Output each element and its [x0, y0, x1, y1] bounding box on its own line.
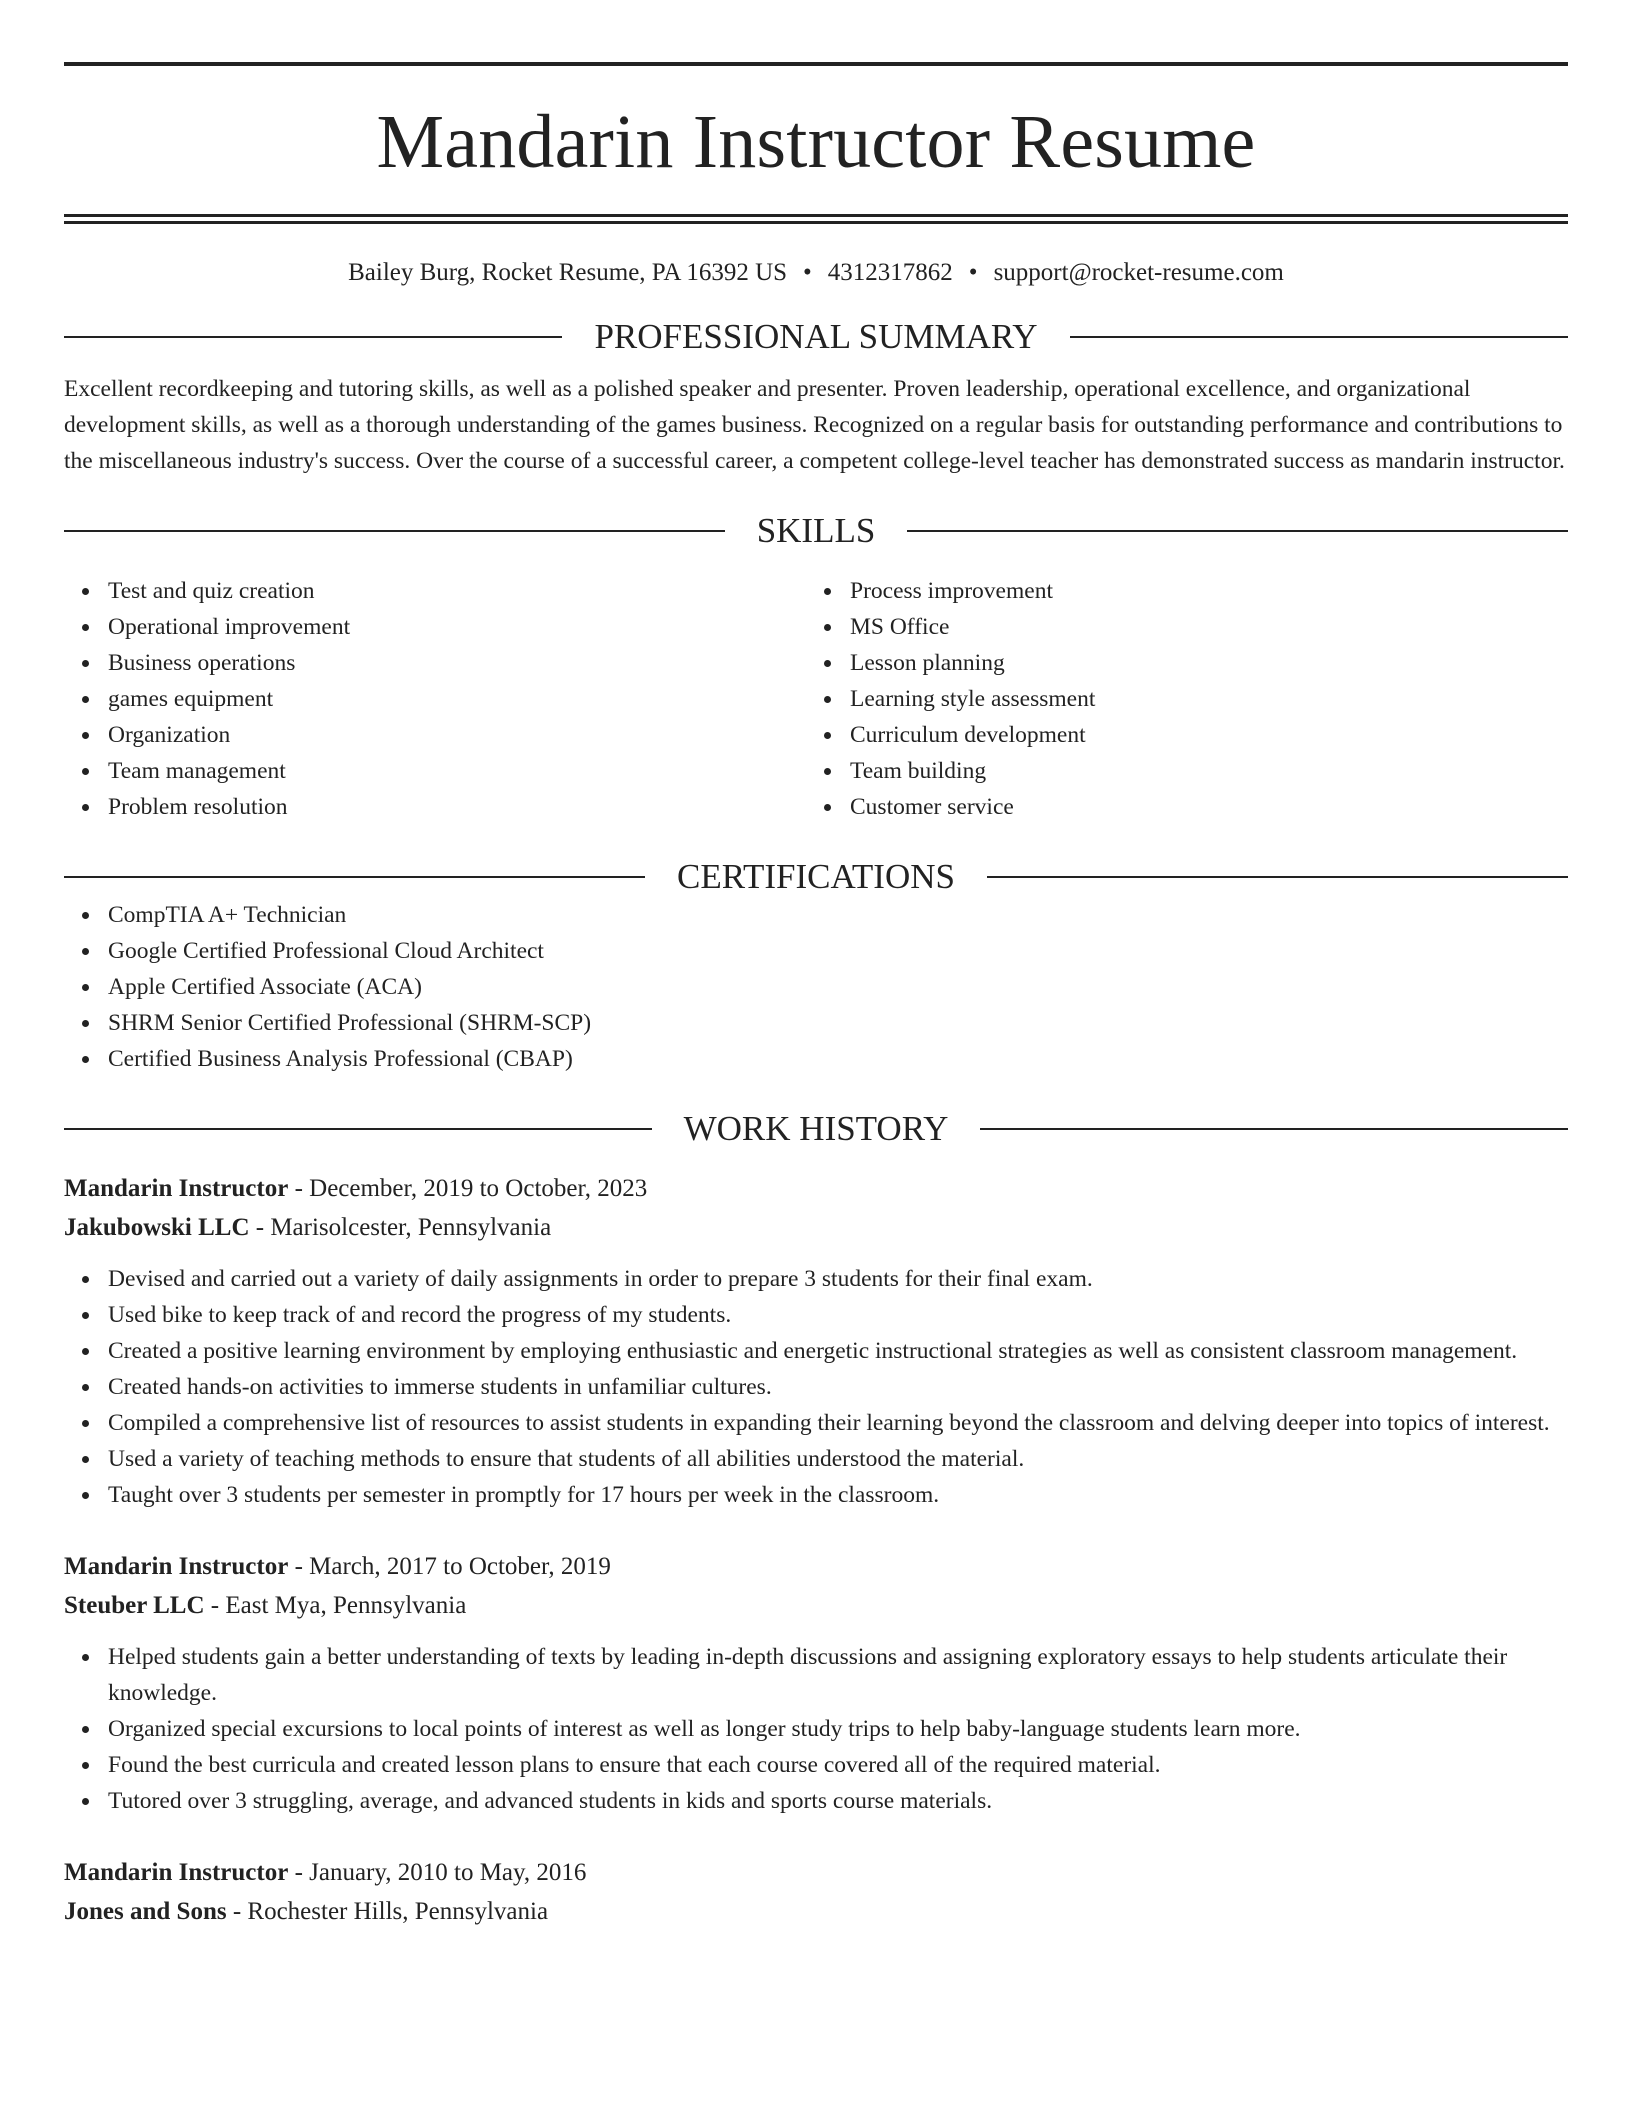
job-entry: [64, 1853, 1568, 1931]
certification-item: Apple Certified Associate (ACA): [64, 969, 1568, 1005]
job-duty-item: Created a positive learning environment by employing enthusiastic and energetic instructional strategies as well as consistent classroom management.: [64, 1333, 1568, 1369]
skill-item: Curriculum development: [806, 717, 1548, 753]
certification-item: Google Certified Professional Cloud Architect: [64, 933, 1568, 969]
skill-item: Learning style assessment: [806, 681, 1548, 717]
section-heading-label: CERTIFICATIONS: [677, 857, 955, 896]
section-heading-work-history: [64, 1109, 1568, 1149]
skill-item: Team building: [806, 753, 1548, 789]
skill-item: Customer service: [806, 789, 1548, 825]
job-company: Jakubowski LLC: [64, 1214, 250, 1241]
contact-email: support@rocket-resume.com: [993, 259, 1284, 286]
job-duty-item: Devised and carried out a variety of daily assignments in order to prepare 3 students for their final exam.: [64, 1261, 1568, 1297]
heading-rule: [64, 530, 725, 532]
job-duty-item: Taught over 3 students per semester in promptly for 17 hours per week in the classroom.: [64, 1477, 1568, 1513]
job-duties-list: [64, 1639, 1568, 1819]
certification-item: SHRM Senior Certified Professional (SHRM-SCP): [64, 1005, 1568, 1041]
job-company-line: [64, 1586, 1568, 1625]
certification-item: CompTIA A+ Technician: [64, 897, 1568, 933]
heading-rule: [987, 876, 1568, 878]
skill-item: MS Office: [806, 609, 1548, 645]
skills-list-left: [64, 573, 806, 825]
job-duty-item: Tutored over 3 struggling, average, and advanced students in kids and sports course materials.: [64, 1783, 1568, 1819]
skill-item: Lesson planning: [806, 645, 1548, 681]
job-title: Mandarin Instructor: [64, 1553, 289, 1580]
contact-separator: •: [803, 259, 812, 286]
certifications-list: [64, 897, 1568, 1077]
skill-item: Organization: [64, 717, 806, 753]
job-company-line: [64, 1208, 1568, 1247]
section-heading-skills: [64, 511, 1568, 551]
job-entry: [64, 1547, 1568, 1819]
skill-item: games equipment: [64, 681, 806, 717]
skill-item: Business operations: [64, 645, 806, 681]
job-duty-item: Created hands-on activities to immerse students in unfamiliar cultures.: [64, 1369, 1568, 1405]
skill-item: Process improvement: [806, 573, 1548, 609]
job-title-line: [64, 1169, 1568, 1208]
certification-item: Certified Business Analysis Professional (CBAP): [64, 1041, 1568, 1077]
heading-rule: [1070, 336, 1568, 338]
job-entry: [64, 1169, 1568, 1513]
section-heading-certifications: [64, 857, 1568, 897]
job-company: Jones and Sons: [64, 1898, 227, 1925]
skill-item: Test and quiz creation: [64, 573, 806, 609]
professional-summary: Excellent recordkeeping and tutoring skills, as well as a polished speaker and presenter. Proven leadership, operational excellence, and organizational development skills, as well as a thorough understanding of the games business. Recognized on a regular basis for outstanding performance and contributions to the miscellaneous industry's success. Over the course of a successful career, a competent college-level teacher has demonstrated success as mandarin instructor.: [64, 376, 1565, 474]
title-double-rule: [64, 214, 1568, 224]
job-title-line: [64, 1547, 1568, 1586]
skill-item: Operational improvement: [64, 609, 806, 645]
heading-rule: [980, 1128, 1568, 1130]
job-duties-list: [64, 1261, 1568, 1513]
skills-columns: [64, 573, 1568, 825]
skill-item: Team management: [64, 753, 806, 789]
job-location: - Marisolcester, Pennsylvania: [249, 1214, 552, 1241]
job-dates: - March, 2017 to October, 2019: [288, 1553, 611, 1580]
job-location: - Rochester Hills, Pennsylvania: [226, 1898, 549, 1925]
job-title: Mandarin Instructor: [64, 1859, 289, 1886]
section-heading-label: WORK HISTORY: [683, 1109, 949, 1148]
skill-item: Problem resolution: [64, 789, 806, 825]
job-title-line: [64, 1853, 1568, 1892]
contact-separator: •: [968, 259, 978, 286]
contact-line: [64, 260, 1568, 285]
job-duty-item: Compiled a comprehensive list of resources to assist students in expanding their learning beyond the classroom and delving deeper into topics of interest.: [64, 1405, 1568, 1441]
job-duty-item: Helped students gain a better understanding of texts by leading in-depth discussions and assigning exploratory essays to help students articulate their knowledge.: [64, 1639, 1568, 1711]
heading-rule: [907, 530, 1568, 532]
job-company: Steuber LLC: [64, 1592, 205, 1619]
contact-phone: 4312317862: [827, 259, 953, 286]
section-heading-summary: [64, 317, 1568, 357]
heading-rule: [64, 1128, 652, 1130]
top-rule: [64, 62, 1568, 66]
resume-title: Mandarin Instructor Resume: [376, 100, 1256, 184]
job-location: - East Mya, Pennsylvania: [204, 1592, 467, 1619]
job-duty-item: Used a variety of teaching methods to ensure that students of all abilities understood the material.: [64, 1441, 1568, 1477]
skills-list-right: [806, 573, 1548, 825]
job-dates: - December, 2019 to October, 2023: [288, 1175, 648, 1202]
section-heading-label: PROFESSIONAL SUMMARY: [594, 317, 1038, 356]
job-duty-item: Found the best curricula and created lesson plans to ensure that each course covered all of the required material.: [64, 1747, 1568, 1783]
job-title: Mandarin Instructor: [64, 1175, 289, 1202]
section-heading-label: SKILLS: [756, 511, 876, 550]
job-dates: - January, 2010 to May, 2016: [288, 1859, 587, 1886]
contact-address: Bailey Burg, Rocket Resume, PA 16392 US: [348, 259, 788, 286]
heading-rule: [64, 876, 645, 878]
heading-rule: [64, 336, 562, 338]
job-duty-item: Used bike to keep track of and record the progress of my students.: [64, 1297, 1568, 1333]
job-company-line: [64, 1892, 1568, 1931]
job-duty-item: Organized special excursions to local points of interest as well as longer study trips to help baby-language students learn more.: [64, 1711, 1568, 1747]
resume-page: [64, 62, 1568, 1931]
